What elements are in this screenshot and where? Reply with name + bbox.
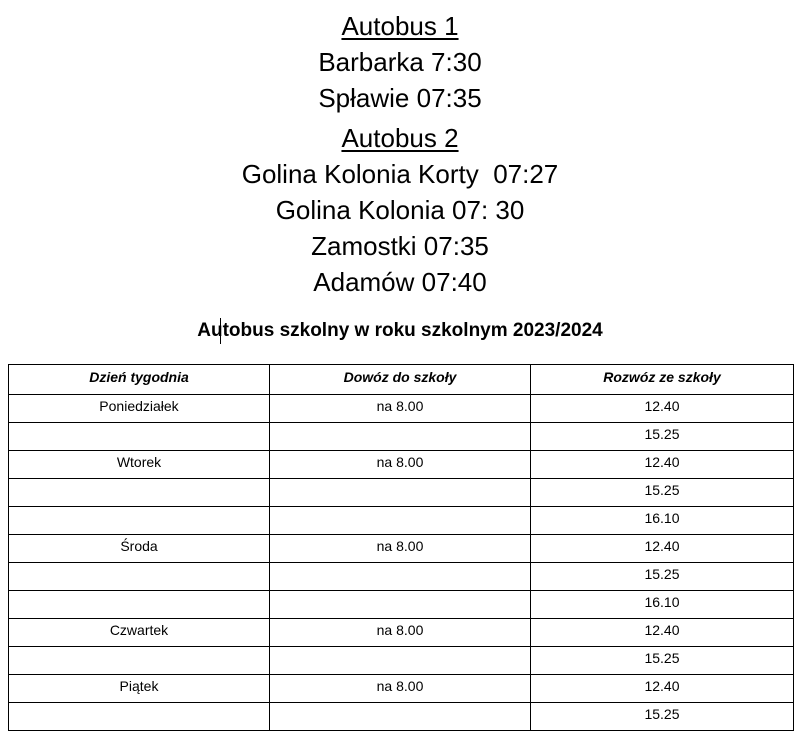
table-row	[9, 395, 794, 423]
day-cell: Środa	[9, 535, 270, 563]
day-cell	[9, 703, 270, 731]
bus-1-section	[0, 8, 800, 116]
pickup-cell: 15.25	[531, 479, 794, 507]
bus-1-stop: Spławie 07:35	[318, 83, 482, 113]
table-row	[9, 703, 794, 731]
table-row	[9, 647, 794, 675]
pickup-cell: 15.25	[531, 703, 794, 731]
bus-1-heading: Autobus 1	[341, 11, 459, 41]
bus-2-stop: Golina Kolonia 07: 30	[275, 195, 525, 225]
pickup-cell: 12.40	[531, 535, 794, 563]
table-header-row	[9, 365, 794, 395]
dropoff-cell	[270, 479, 531, 507]
table-row	[9, 563, 794, 591]
day-cell	[9, 647, 270, 675]
bus-2-stop: Zamostki 07:35	[311, 231, 489, 261]
bus-2-stop: Golina Kolonia Korty 07:27	[241, 159, 559, 189]
column-header-pickup: Rozwóz ze szkoły	[531, 365, 794, 395]
table-row	[9, 451, 794, 479]
table-row	[9, 479, 794, 507]
dropoff-cell	[270, 563, 531, 591]
dropoff-cell	[270, 423, 531, 451]
pickup-cell: 12.40	[531, 619, 794, 647]
day-cell: Poniedziałek	[9, 395, 270, 423]
bus-2-heading: Autobus 2	[341, 123, 459, 153]
dropoff-cell	[270, 591, 531, 619]
bus-2-section	[0, 120, 800, 300]
column-header-dropoff: Dowóz do szkoły	[270, 365, 531, 395]
day-cell: Czwartek	[9, 619, 270, 647]
dropoff-cell	[270, 507, 531, 535]
dropoff-cell: na 8.00	[270, 675, 531, 703]
pickup-cell: 15.25	[531, 423, 794, 451]
day-cell	[9, 563, 270, 591]
day-cell	[9, 591, 270, 619]
day-cell	[9, 507, 270, 535]
day-cell: Piątek	[9, 675, 270, 703]
pickup-cell: 15.25	[531, 647, 794, 675]
dropoff-cell: na 8.00	[270, 619, 531, 647]
table-row	[9, 507, 794, 535]
day-cell	[9, 423, 270, 451]
dropoff-cell: na 8.00	[270, 451, 531, 479]
pickup-cell: 12.40	[531, 675, 794, 703]
day-cell: Wtorek	[9, 451, 270, 479]
table-row	[9, 675, 794, 703]
dropoff-cell: na 8.00	[270, 535, 531, 563]
dropoff-cell	[270, 647, 531, 675]
day-cell	[9, 479, 270, 507]
pickup-cell: 16.10	[531, 591, 794, 619]
dropoff-cell: na 8.00	[270, 395, 531, 423]
table-row	[9, 591, 794, 619]
pickup-cell: 15.25	[531, 563, 794, 591]
schedule-title: Autobus szkolny w roku szkolnym 2023/2024	[197, 320, 603, 341]
bus-1-stop: Barbarka 7:30	[318, 47, 482, 77]
table-row	[9, 535, 794, 563]
pickup-cell: 16.10	[531, 507, 794, 535]
schedule-table	[8, 364, 794, 731]
table-row	[9, 619, 794, 647]
bus-2-stop: Adamów 07:40	[313, 267, 487, 297]
pickup-cell: 12.40	[531, 395, 794, 423]
column-header-day: Dzień tygodnia	[9, 365, 270, 395]
dropoff-cell	[270, 703, 531, 731]
pickup-cell: 12.40	[531, 451, 794, 479]
table-row	[9, 423, 794, 451]
